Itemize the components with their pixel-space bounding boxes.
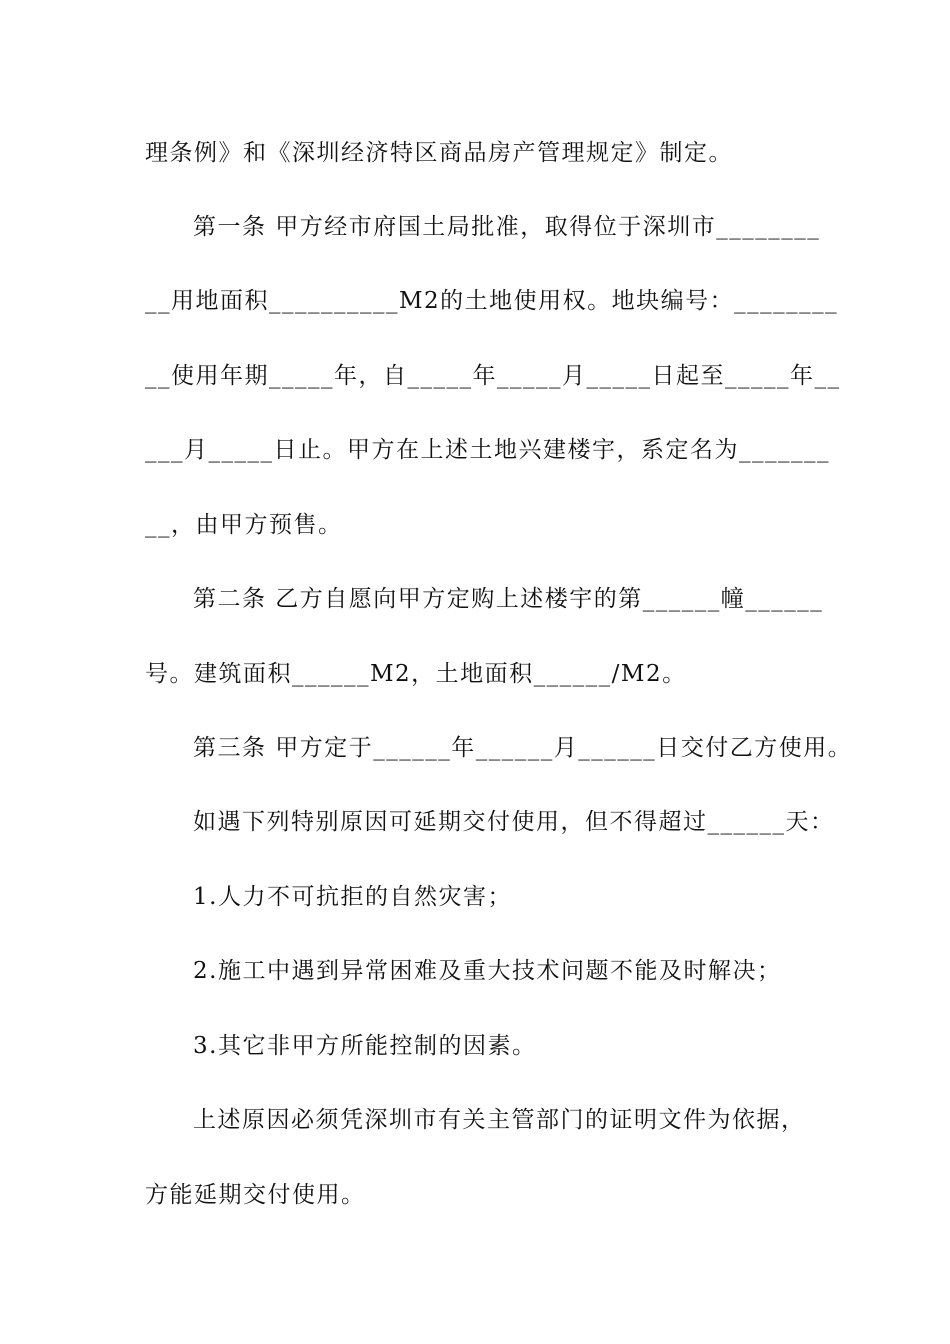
text-line: 如遇下列特别原因可延期交付使用，但不得超过______天： [193,809,835,835]
text-line: 3.其它非甲方所能控制的因素。 [193,1033,537,1059]
text-line: __使用年期_____年，自_____年_____月_____日起至_____年__ [145,363,841,389]
text-line: 方能延期交付使用。 [145,1182,366,1208]
text-line: 2.施工中遇到异常困难及重大技术问题不能及时解决； [193,958,782,984]
text-line: 理条例》和《深圳经济特区商品房产管理规定》制定。 [145,140,733,166]
text-line: 第三条 甲方定于______年______月______日交付乙方使用。 [193,735,853,761]
text-line: 第二条 乙方自愿向甲方定购上述楼宇的第______幢______ [193,586,824,612]
text-line: 号。建筑面积______M2，土地面积______/M2。 [145,661,687,687]
text-line: ___月_____日止。甲方在上述土地兴建楼宇，系定名为_______ [145,437,830,463]
text-line: __，由甲方预售。 [145,512,343,538]
text-line: 上述原因必须凭深圳市有关主管部门的证明文件为依据， [193,1107,806,1133]
text-line: 1.人力不可抗拒的自然灾害； [193,884,512,910]
text-line: __用地面积__________M2的土地使用权。地块编号：________ [145,288,839,314]
text-line: 第一条 甲方经市府国土局批准，取得位于深圳市________ [193,214,821,240]
